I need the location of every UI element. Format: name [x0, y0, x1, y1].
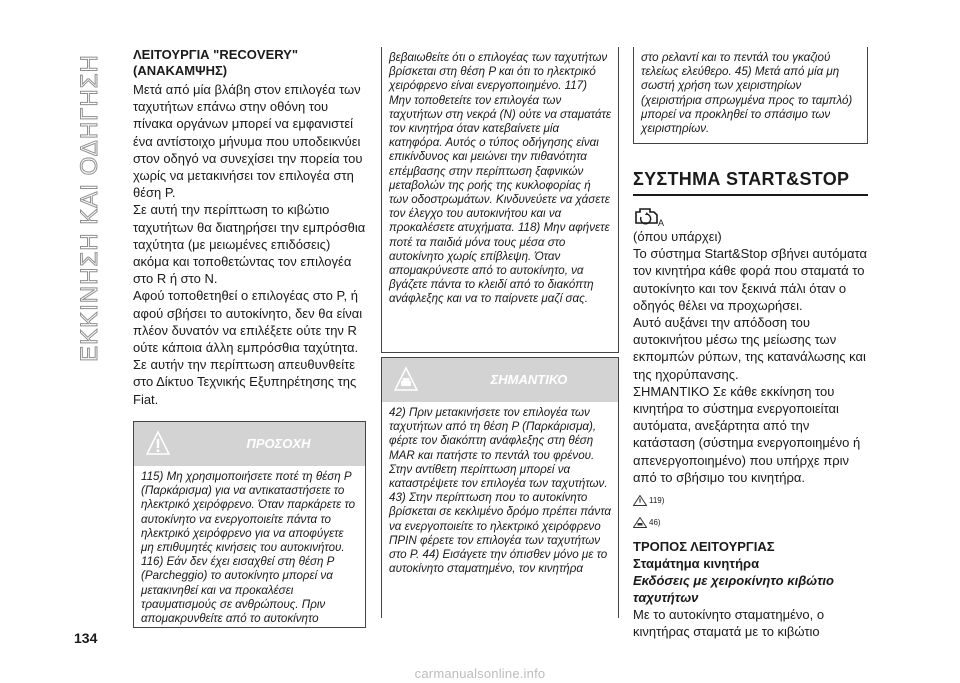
start-stop-title: ΣΥΣΤΗΜΑ START&STOP [633, 169, 850, 189]
reference-warning: 119) [633, 492, 868, 510]
chapter-side-title: ΕΚΚΙΝΗΣΗ ΚΑΙ ΟΔΗΓΗΣΗ [76, 54, 103, 362]
note-box-header [382, 358, 618, 402]
engine-stop-paragraph: Με το αυτοκίνητο σταματημένο, ο κινητήρας σταματά με το κιβώτιο [633, 607, 825, 640]
note-ref-icon [633, 517, 647, 528]
warning-text: 115) Μη χρησιμοποιήσετε ποτέ τη θέση P (Παρκάρισμα) για να αντικαταστήσετε το ηλεκτρικό χειρόφρενο. Όταν παρκάρετε το αυτοκίνητο να ενεργοποιείτε πάντα το ηλεκτρικό χειρόφρενο για να αποφύγετε μη επιθυμητές κινήσεις του αυτοκινήτου. 116) Εάν δεν έχει εισαχθεί στη θέση P (Parcheggio) το αυτοκίνητο μπορεί να μετακινηθεί και να προκαλέσει τραυματισμούς σε ανθρώπους. Πριν απομακρυνθείτε από το αυτοκίνητο [141, 470, 356, 626]
warning-ref-icon [633, 495, 647, 506]
start-stop-engine-icon [633, 204, 665, 228]
start-stop-paragraph-1: Το σύστημα Start&Stop σβήνει αυτόματα τον κινητήρα κάθε φορά που σταματά το αυτοκίνητο και τον ξεκινά πάλι όταν ο οδηγός θέλει να προχωρήσει. [633, 246, 867, 313]
warning-box-continued [381, 47, 619, 353]
note-text: 42) Πριν μετακινήσετε τον επιλογέα των ταχυτήτων από τη θέση P (Παρκάρισμα), φέρτε τον διακόπτη ανάφλεξης στη θέση MAR και πατήστε το πεντάλ του φρένου. Στην αντίθετη περίπτωση μπορεί να καταστρέψετε τον επιλογέα των ταχυτήτων. 43) Στην περίπτωση που το αυτοκίνητο βρίσκεται σε κεκλιμένο δρόμο πρέπει πάντα να ενεργοποιείτε το ηλεκτρικό χειρόφρενο ΠΡΙΝ φέρετε τον επιλογέα των ταχυτήτων στο P. 44) Εισάγετε την όπισθεν μόνο με το αυτοκίνητο σταματημένο, τον κινητήρα [389, 406, 612, 576]
start-stop-paragraph-2: Αυτό αυξάνει την απόδοση του αυτοκινήτου μέσω της μείωσης των εκπομπών ρύπων, της κατανάλωσης και της ηχορύπανσης. [633, 315, 866, 382]
note-continued-text: στο ρελαντί και το πεντάλ του γκαζιού τελείως ελεύθερο. 45) Μετά από μία μη σωστή χρήση των χειριστηρίων (χειριστήρια σπρωγμένα προς το ταμπλό) μπορεί να προκληθεί το σπάσιμο των χειριστηρίων. [641, 51, 853, 136]
car-note-icon [394, 366, 418, 392]
section-divider [633, 194, 868, 196]
availability-note: (όπου υπάρχει) [633, 229, 722, 244]
warning-box-header [134, 422, 365, 466]
recovery-heading: ΛΕΙΤΟΥΡΓΙΑ "RECOVERY" (ΑΝΑΚΑΜΨΗΣ) [133, 47, 298, 78]
warning-box [133, 421, 366, 628]
note-box [381, 357, 619, 618]
recovery-paragraph-2: Σε αυτή την περίπτωση το κιβώτιο ταχυτήτων θα διατηρήσει την εμπρόσθια ταχύτητα (με μειωμένες επιδόσεις) ακόμα και τοποθετώντας τον επιλογέα στο R ή στο N. [133, 202, 366, 287]
warning-triangle-icon [146, 430, 170, 456]
warning-continued-text: βεβαιωθείτε ότι ο επιλογέας των ταχυτήτων βρίσκεται στη θέση P και ότι το ηλεκτρικό χειρόφρενο είναι ενεργοποιημένο. 117) Μην τοποθετείτε τον επιλογέα των ταχυτήτων στη νεκρά (N) ούτε να σταματάτε τον κινητήρα όταν κατεβαίνετε μία κατηφόρα. Αυτός ο τύπος οδήγησης είναι επικίνδυνος και μειώνει την πιθανότητα επέμβασης στην περίπτωση ξαφνικών μεταβολών της ροής της κυκλοφορίας ή των οδοστρωμάτων. Κινδυνεύετε να χάσετε τον έλεγχο του αυτοκινήτου και να προκαλέσετε ατυχήματα. 118) Μην αφήνετε ποτέ τα παιδιά μόνα τους μέσα στο αυτοκίνητο χωρίς επίβλεψη. Όταν απομακρύνεστε από το αυτοκίνητο, να βγάζετε πάντα το κλειδί από το διακόπτη ανάφλεξης και να το παίρνετε μαζί σας. [389, 51, 612, 306]
reference-note: 46) [633, 514, 868, 532]
watermark: carmanualsonline.info [414, 666, 546, 681]
note-box-continued [633, 47, 868, 144]
mode-heading: ΤΡΟΠΟΣ ΛΕΙΤΟΥΡΓΙΑΣ [633, 539, 775, 555]
note-title: ΣΗΜΑΝΤΙΚΟ [490, 372, 568, 387]
start-stop-paragraph-3: ΣΗΜΑΝΤΙΚΟ Σε κάθε εκκίνηση του κινητήρα το σύστημα ενεργοποιείται αυτόματα, ανεξάρτητα από την κατάσταση (σύστημα ενεργοποιημένο ή απενεργοποιημένο) που υπήρχε πριν από το σβήσιμο του κινητήρα. [633, 383, 861, 485]
recovery-paragraph-1: Μετά από μία βλάβη στον επιλογέα των ταχυτήτων επάνω στην οθόνη του πίνακα οργάνων μπορεί να εμφανιστεί ένα αντίστοιχο μήνυμα που υποδεικνύει στον οδηγό να συνεχίσει την πορεία του χωρίς να μετακινήσει τον επιλογέα στη θέση P. [133, 82, 363, 201]
manual-gearbox-subheading: Εκδόσεις με χειροκίνητο κιβώτιο ταχυτήτων [633, 573, 834, 606]
svg-text:A: A [658, 218, 665, 228]
page-number: 134 [74, 630, 98, 646]
column-3 [633, 168, 868, 640]
engine-stop-subheading: Σταμάτημα κινητήρα [633, 556, 760, 572]
warning-title: ΠΡΟΣΟΧΗ [246, 436, 311, 451]
recovery-paragraph-3: Αφού τοποθετηθεί ο επιλογέας στο P, ή αφού σβήσει το αυτοκίνητο, δεν θα είναι πλέον δυνατόν να επιλέξετε ούτε την R ούτε κάποια άλλη εμπρόσθια ταχύτητα. Σε αυτήν την περίπτωση απευθυνθείτε στο Δίκτυο Τεχνικής Εξυπηρέτησης της Fiat. [133, 288, 363, 407]
column-1 [133, 47, 369, 408]
